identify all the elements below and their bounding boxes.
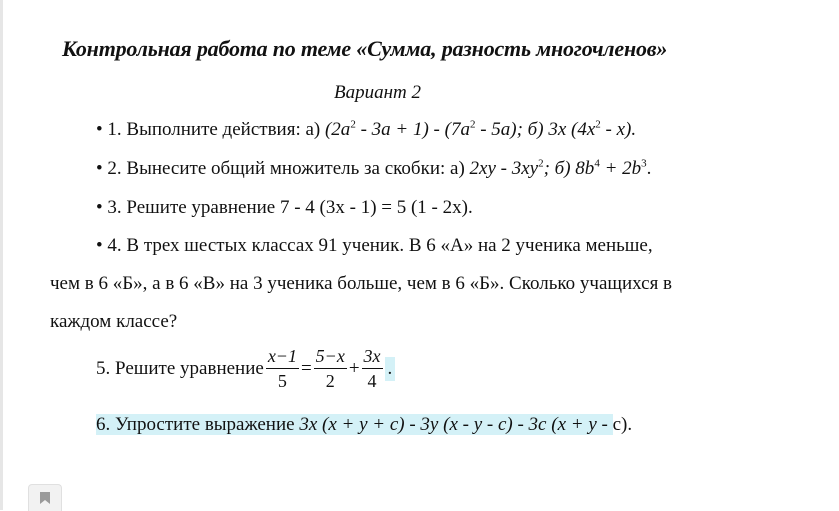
fraction-denominator: 4: [367, 371, 377, 391]
fraction-2: [314, 344, 347, 393]
bookmark-button[interactable]: [28, 484, 62, 511]
fraction-numerator: 3x: [363, 346, 381, 366]
fraction-numerator: x−1: [267, 346, 297, 366]
plus-sign: +: [348, 357, 360, 379]
task-2-expr-part: ; б) 8b: [543, 158, 595, 179]
task-3: • 3. Решите уравнение 7 - 4 (3x - 1) = 5 (1 - 2x).: [96, 197, 473, 218]
fraction-denominator: 5: [277, 371, 287, 391]
task-2-expr-part: + 2b: [599, 158, 642, 179]
exponent: 2: [469, 118, 476, 131]
task-5: [96, 344, 395, 393]
task-4-line-1: • 4. В трех шестых классах 91 ученик. В 6 «А» на 2 ученика меньше,: [96, 235, 653, 256]
task-1-expr-part: - 3a + 1) - (7a: [355, 119, 470, 140]
exponent: 3: [641, 157, 647, 170]
fraction-1: [266, 344, 299, 393]
task-6-tail: c).: [612, 414, 633, 435]
task-6-expression: 3x (x + y + c) - 3y (x - y - c) - 3c (x + y -: [299, 414, 613, 435]
task-2: [96, 157, 651, 181]
task-2-expr-part: 2xy - 3xy: [469, 158, 539, 179]
task-1-expr-part: (2a: [324, 119, 351, 140]
task-1-expr-part: - 5a); б) 3x (4x: [475, 119, 596, 140]
exponent: 4: [594, 157, 600, 170]
task-6: [96, 413, 632, 437]
task-5-suffix: .: [385, 357, 396, 381]
task-2-expr-part: .: [646, 158, 652, 179]
bookmark-icon: [39, 491, 51, 505]
task-6-prefix: 6. Упростите выражение: [96, 414, 300, 435]
exponent: 2: [538, 157, 544, 170]
task-2-prefix: • 2. Вынесите общий множитель за скобки: а): [96, 158, 470, 179]
fraction-denominator: 2: [325, 371, 335, 391]
variant-label: Вариант 2: [334, 82, 422, 103]
task-1-prefix: • 1. Выполните действия: а): [96, 119, 325, 140]
exponent: 2: [350, 118, 356, 131]
task-5-prefix: 5. Решите уравнение: [96, 357, 264, 379]
task-6-highlighted: [96, 414, 613, 435]
fraction-3: [362, 344, 383, 393]
exponent: 2: [595, 118, 601, 131]
page-title: Контрольная работа по теме «Сумма, разность многочленов»: [62, 36, 668, 61]
fraction-numerator: 5−x: [315, 346, 345, 366]
task-1-expr-part: - x).: [600, 119, 637, 140]
task-1: [96, 118, 636, 142]
task-4-line-2: чем в 6 «Б», а в 6 «В» на 3 ученика больше, чем в 6 «Б». Сколько учащихся в: [50, 273, 673, 294]
equals-sign: =: [300, 357, 312, 379]
task-4-line-3: каждом классе?: [50, 311, 178, 332]
